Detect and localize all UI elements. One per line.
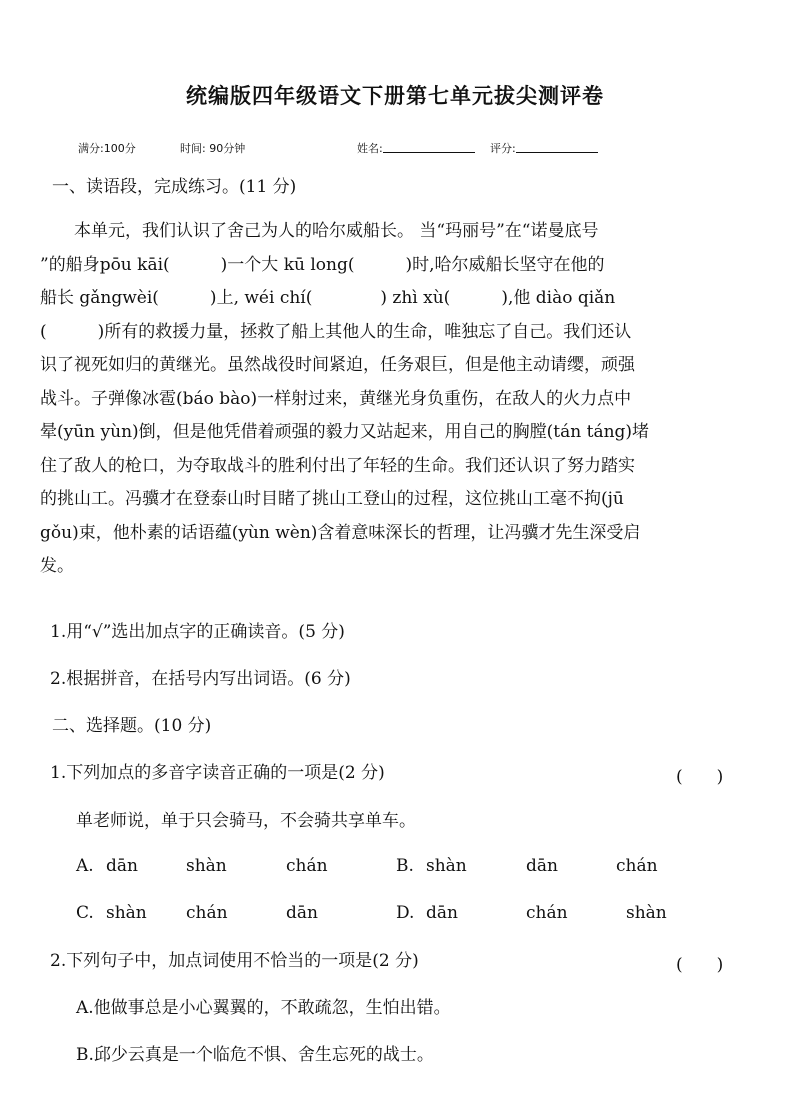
- passage-line: 发。: [40, 556, 74, 576]
- section1-heading: 一、读语段，完成练习。(11 分): [52, 177, 297, 197]
- option-b: B.邱少云真是一个临危不惧、舍生忘死的战士。: [76, 1045, 434, 1065]
- exam-time: 时间: 90分钟: [180, 142, 246, 155]
- option-pinyin: dān: [286, 903, 318, 923]
- question-sentence: 单老师说，单于只会骑马，不会骑共享单车。: [76, 811, 416, 831]
- section2-question-2: 2.下列句子中，加点词使用不恰当的一项是(2 分): [50, 951, 419, 971]
- section2-heading: 二、选择题。(10 分): [52, 716, 212, 736]
- page-title: 统编版四年级语文下册第七单元拔尖测评卷: [186, 84, 604, 108]
- answer-bracket[interactable]: ( ): [676, 767, 724, 787]
- option-pinyin: shàn: [626, 903, 667, 923]
- score-label: 评分:: [490, 142, 516, 155]
- passage-line: 晕(yūn yùn)倒，但是他凭借着顽强的毅力又站起来，用自己的胸膛(tán táng)堵: [40, 422, 650, 442]
- option-pinyin: shàn: [186, 856, 227, 876]
- option-pinyin: chán: [526, 903, 568, 923]
- passage-line: 本单元，我们认识了舍己为人的哈尔威船长。 当“玛丽号”在“诺曼底号: [40, 221, 599, 241]
- passage-line: 识了视死如归的黄继光。虽然战役时间紧迫，任务艰巨，但是他主动请缨，顽强: [40, 355, 635, 375]
- passage-line: 船长 gǎngwèi( )上, wéi chí( ) zhì xù( ),他 diào qiǎn: [40, 288, 616, 308]
- passage-line: 的挑山工。冯骥才在登泰山时目睹了挑山工登山的过程，这位挑山工毫不拘(jū: [40, 489, 624, 509]
- passage-line: ( )所有的救援力量，拯救了船上其他人的生命，唯独忘了自己。我们还认: [40, 321, 632, 342]
- option-pinyin: chán: [186, 903, 228, 923]
- passage-line: gǒu)束，他朴素的话语蕴(yùn wèn)含着意味深长的哲理，让冯骥才先生深受启: [40, 522, 641, 543]
- name-field: [357, 140, 475, 156]
- section1-question-2: 2.根据拼音，在括号内写出词语。(6 分): [50, 669, 351, 689]
- answer-bracket[interactable]: ( ): [676, 955, 724, 975]
- passage-line: 住了敌人的枪口，为夺取战斗的胜利付出了年轻的生命。我们还认识了努力踏实: [40, 455, 635, 476]
- option-label-d: D.: [396, 903, 415, 923]
- reading-passage: [40, 220, 752, 589]
- name-blank[interactable]: [383, 141, 475, 153]
- section2-question-1: 1.下列加点的多音字读音正确的一项是(2 分): [50, 763, 385, 783]
- option-label-c: C.: [76, 903, 94, 923]
- option-pinyin: dān: [426, 903, 458, 923]
- name-label: 姓名:: [357, 142, 383, 155]
- score-field: [490, 140, 598, 156]
- passage-line: ”的船身pōu kāi( )一个大 kū long( )时,哈尔威船长坚守在他的: [40, 254, 605, 275]
- option-label-b: B.: [396, 856, 414, 876]
- option-a: A.他做事总是小心翼翼的，不敢疏忽，生怕出错。: [76, 998, 451, 1018]
- option-pinyin: chán: [616, 856, 658, 876]
- option-label-a: A.: [76, 856, 94, 876]
- option-pinyin: dān: [106, 856, 138, 876]
- option-pinyin: shàn: [106, 903, 147, 923]
- option-pinyin: chán: [286, 856, 328, 876]
- option-pinyin: dān: [526, 856, 558, 876]
- passage-line: 战斗。子弹像冰雹(báo bào)一样射过来，黄继光身负重伤，在敌人的火力点中: [40, 388, 632, 409]
- score-blank[interactable]: [516, 141, 598, 153]
- full-score: 满分:100分: [78, 142, 136, 155]
- section1-question-1: 1.用“√”选出加点字的正确读音。(5 分): [50, 622, 345, 642]
- option-pinyin: shàn: [426, 856, 467, 876]
